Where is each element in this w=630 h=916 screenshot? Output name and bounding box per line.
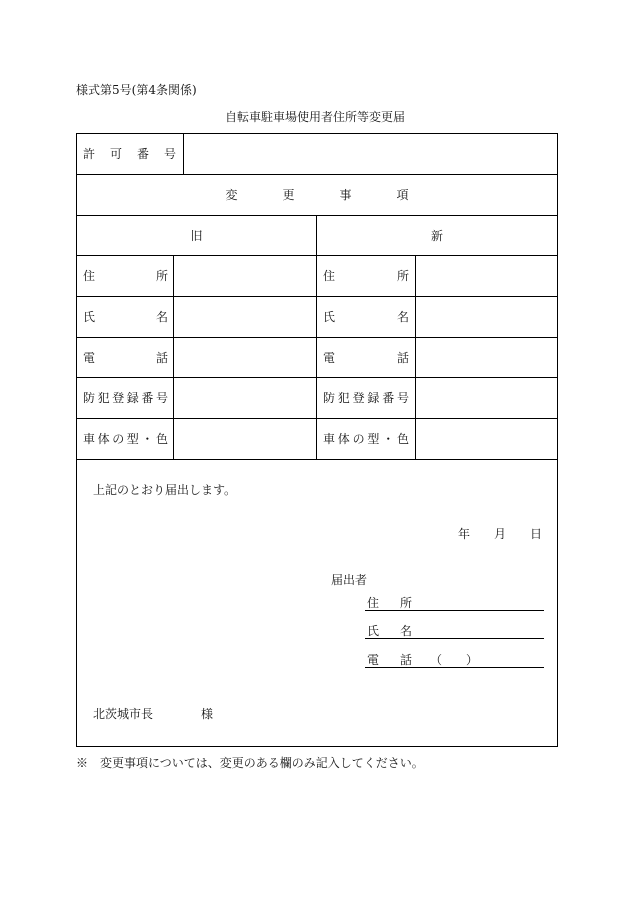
old-column-heading: 旧: [190, 228, 203, 243]
old-registration-label: 防犯登録番号: [83, 391, 168, 405]
new-address-label-cell: [316, 256, 415, 296]
old-name-label-cell: [77, 297, 173, 337]
applicant-phone-line: [365, 653, 544, 668]
new-phone-label: 電話: [323, 350, 409, 365]
addressee: 北茨城市長 様: [93, 707, 214, 721]
permit-number-label: 許可番号: [83, 147, 176, 161]
change-items-row: [77, 174, 557, 215]
declaration-section: [77, 459, 557, 746]
old-address-label-cell: [77, 256, 173, 296]
new-phone-field: [415, 338, 557, 377]
change-items-cell: [77, 175, 557, 215]
new-registration-label: 防犯登録番号: [323, 391, 409, 405]
new-column-header-cell: [316, 216, 557, 255]
crime-prevention-registration-row: [77, 377, 557, 418]
form-table: [76, 133, 558, 747]
old-model-color-label-cell: [77, 419, 173, 459]
old-registration-field: [173, 378, 316, 418]
old-model-color-label: 車体の型・色: [83, 432, 168, 446]
change-items-heading: 変更事項: [225, 188, 409, 202]
name-row: [77, 296, 557, 337]
permit-number-row: [77, 134, 557, 174]
new-registration-label-cell: [316, 378, 415, 418]
applicant-address-label: 住所: [367, 596, 412, 610]
date-line: 年 月 日: [458, 527, 543, 541]
new-column-heading: 新: [430, 228, 443, 243]
new-address-field: [415, 256, 557, 296]
old-phone-field: [173, 338, 316, 377]
declaration-text: 上記のとおり届出します。: [93, 483, 237, 497]
old-address-field: [173, 256, 316, 296]
form-title: 自転車駐車場使用者住所等変更届: [224, 110, 405, 124]
applicant-name-label: 氏名: [367, 624, 412, 638]
new-model-color-label: 車体の型・色: [323, 432, 409, 446]
permit-number-label-cell: [77, 134, 183, 174]
new-address-label: 住所: [323, 269, 409, 283]
old-column-header-cell: [77, 216, 316, 255]
old-registration-label-cell: [77, 378, 173, 418]
form-number: 様式第5号(第4条関係): [76, 83, 197, 97]
old-name-label: 氏名: [83, 310, 168, 324]
applicant-phone-label: 電話: [367, 653, 412, 667]
old-phone-label: 電話: [83, 350, 168, 365]
new-model-color-label-cell: [316, 419, 415, 459]
applicant-phone-parens: （ ）: [430, 653, 479, 667]
old-name-field: [173, 297, 316, 337]
new-name-label: 氏名: [323, 310, 409, 324]
bicycle-model-color-row: [77, 418, 557, 459]
old-model-color-field: [173, 419, 316, 459]
new-model-color-field: [415, 419, 557, 459]
footnote: ※ 変更事項については、変更のある欄のみ記入してください。: [76, 756, 424, 770]
new-name-label-cell: [316, 297, 415, 337]
applicant-heading: 届出者: [331, 573, 368, 587]
permit-number-field: [183, 134, 557, 174]
applicant-name-line: [365, 624, 544, 639]
phone-row: [77, 337, 557, 377]
old-new-header-row: [77, 215, 557, 255]
applicant-address-line: [365, 596, 544, 611]
address-row: [77, 255, 557, 296]
new-name-field: [415, 297, 557, 337]
old-phone-label-cell: [77, 338, 173, 377]
new-phone-label-cell: [316, 338, 415, 377]
old-address-label: 住所: [83, 269, 168, 283]
new-registration-field: [415, 378, 557, 418]
